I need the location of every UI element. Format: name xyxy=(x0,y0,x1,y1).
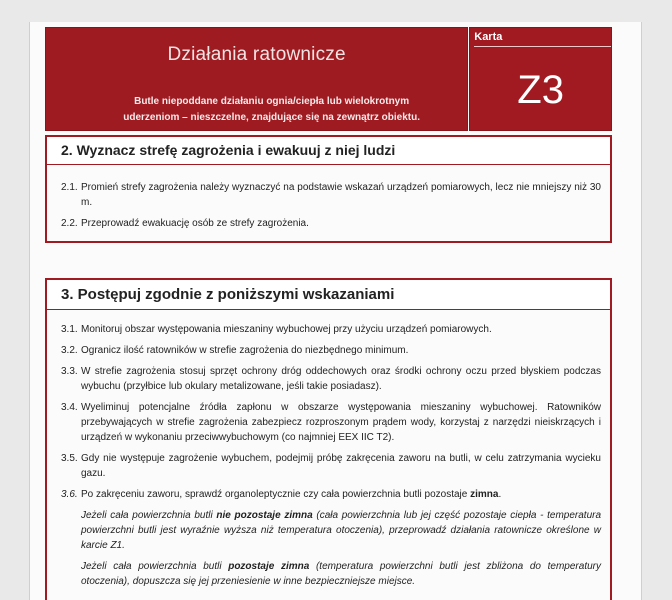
card-label: Karta xyxy=(474,28,611,47)
header-title: Działania ratownicze xyxy=(167,44,346,65)
item-text: Przeprowadź ewakuację osób ze strefy zagrożenia. xyxy=(81,218,309,229)
header-title-panel xyxy=(45,27,468,131)
left-border xyxy=(45,161,47,241)
list-item xyxy=(61,216,601,231)
item-text: Ogranicz ilość ratowników w strefie zagrożenia do niezbędnego minimum. xyxy=(81,345,409,356)
item-number: 2.1. xyxy=(61,182,78,193)
item-number: 3.1. xyxy=(61,324,78,335)
note-not-cold xyxy=(81,508,601,553)
left-border-2 xyxy=(45,310,47,600)
list-item xyxy=(61,400,601,445)
item-number: 3.5. xyxy=(61,453,78,464)
note-text-part: Jeżeli cała powierzchnia butli xyxy=(81,561,229,572)
list-item xyxy=(61,487,601,502)
rescue-card xyxy=(45,27,612,600)
item-number: 3.3. xyxy=(61,366,78,377)
right-border-2 xyxy=(610,310,612,600)
note-emphasis: nie pozostaje zimna xyxy=(216,510,313,521)
list-item xyxy=(61,451,601,481)
header-subtitle-line1: Butle niepoddane działaniu ognia/ciepła lub wielokrotnym xyxy=(134,96,410,107)
list-item xyxy=(61,322,601,337)
card-code: Z3 xyxy=(517,68,564,112)
item-text-part: Po zakręceniu zaworu, sprawdź organoleptycznie czy cała powierzchnia butli pozostaje xyxy=(81,489,471,500)
list-item xyxy=(61,180,601,210)
list-item xyxy=(61,364,601,394)
note-text-part: (temperatura powierzchni butli jest zbliżona do temperatury otoczenia), dopuszcza się jej przeniesienie w inne bezpieczniejsze miejsce. xyxy=(81,561,601,587)
item-text xyxy=(81,487,601,502)
item-number: 3.6. xyxy=(61,489,78,500)
item-text-emphasis: zimna xyxy=(470,489,499,500)
note-emphasis: pozostaje zimna xyxy=(228,561,310,572)
section-3-list xyxy=(61,322,601,595)
item-text: W strefie zagrożenia stosuj sprzęt ochrony dróg oddechowych oraz środki ochrony oczu przed błyskiem podczas wybuchu (przyłbice lub okulary metalizowane, jeśli takie posiadasz). xyxy=(81,366,601,392)
card-header xyxy=(45,27,612,131)
section-2-bottom-rule xyxy=(45,241,612,243)
item-text-part: . xyxy=(498,489,502,500)
section-3-title: 3. Postępuj zgodnie z poniższymi wskazaniami xyxy=(45,278,612,310)
section-2-list xyxy=(61,180,601,237)
header-subtitle xyxy=(86,94,457,126)
note-text-part: Jeżeli cała powierzchnia butli xyxy=(81,510,217,521)
item-number: 2.2. xyxy=(61,218,78,229)
right-border xyxy=(610,161,612,241)
note-text-part: (cała powierzchnia lub jej część pozostaje ciepła - temperatura powierzchni butli jest wyraźnie wyższa niż temperatura otoczenia), przeprowadź działania ratownicze określone w karcie Z1. xyxy=(81,510,602,551)
card-number-panel xyxy=(469,27,612,131)
item-number: 3.2. xyxy=(61,345,78,356)
item-number: 3.4. xyxy=(61,402,78,413)
section-2-title: 2. Wyznacz strefę zagrożenia i ewakuuj z niej ludzi xyxy=(45,135,612,165)
header-subtitle-line2: uderzeniom – nieszczelne, znajdujące się na zewnątrz obiektu. xyxy=(123,112,420,123)
note-cold xyxy=(81,559,601,589)
list-item xyxy=(61,343,601,358)
item-text: Promień strefy zagrożenia należy wyznaczyć na podstawie wskazań urządzeń pomiarowych, lecz nie mniejszy niż 30 m. xyxy=(81,182,601,208)
item-text: Monitoruj obszar występowania mieszaniny wybuchowej przy użyciu urządzeń pomiarowych. xyxy=(81,324,492,335)
item-text: Wyeliminuj potencjalne źródła zapłonu w obszarze występowania mieszaniny wybuchowej. Ratowników przebywających w strefie zagrożenia zabezpiecz rozproszonym prądem wody, korzystaj z narzędzi nieiskrzących i urządzeń w wykonaniu przeciwwybuchowym (co najmniej EEX IIC T2). xyxy=(81,402,601,443)
item-text: Gdy nie występuje zagrożenie wybuchem, podejmij próbę zakręcenia zaworu na butli, w celu zatrzymania wycieku gazu. xyxy=(81,453,601,479)
